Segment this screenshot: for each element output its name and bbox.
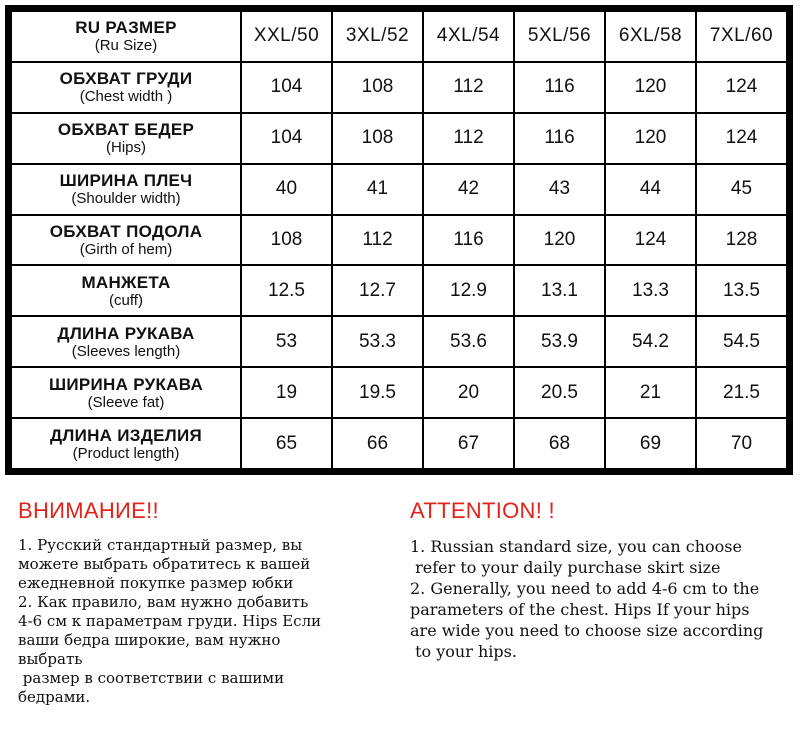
row-label-en: (Shoulder width) xyxy=(71,190,181,208)
table-cell: 116 xyxy=(515,63,604,112)
note-line: бедрами. xyxy=(18,688,91,706)
note-line: to your hips. xyxy=(410,642,517,661)
row-label-en: (Hips) xyxy=(106,139,146,157)
size-header-cell: 5XL/56 xyxy=(515,12,604,61)
table-cell: 44 xyxy=(606,165,695,214)
row-label-en: (cuff) xyxy=(109,291,143,309)
note-line: are wide you need to choose size according xyxy=(410,621,764,640)
table-cell: 112 xyxy=(333,216,422,265)
row-label-ru: ШИРИНА ПЛЕЧ xyxy=(59,171,193,191)
notes-ru-column xyxy=(18,498,358,707)
table-cell: 42 xyxy=(424,165,513,214)
table-row xyxy=(12,317,786,366)
note-line: 4-6 см к параметрам груди. Hips Если xyxy=(18,612,322,630)
table-cell: 12.5 xyxy=(242,266,331,315)
table-row xyxy=(12,63,786,112)
table-cell: 108 xyxy=(333,114,422,163)
table-cell: 43 xyxy=(515,165,604,214)
header-label-ru: RU РАЗМЕР xyxy=(75,18,177,38)
table-cell: 13.3 xyxy=(606,266,695,315)
row-label-en: (Girth of hem) xyxy=(79,240,173,258)
size-chart-frame xyxy=(5,5,793,475)
table-cell: 13.1 xyxy=(515,266,604,315)
row-label-cell xyxy=(12,317,240,366)
note-line: ежедневной покупке размер юбки xyxy=(18,574,294,592)
table-cell: 70 xyxy=(697,419,786,468)
table-cell: 120 xyxy=(606,63,695,112)
size-header-cell: 6XL/58 xyxy=(606,12,695,61)
row-label-en: (Sleeves length) xyxy=(71,342,181,360)
note-line: можете выбрать обратитесь к вашей xyxy=(18,555,311,573)
table-cell: 53.9 xyxy=(515,317,604,366)
table-cell: 116 xyxy=(515,114,604,163)
table-cell: 41 xyxy=(333,165,422,214)
row-label-ru: ОБХВАТ ПОДОЛА xyxy=(49,221,203,241)
table-cell: 68 xyxy=(515,419,604,468)
table-cell: 20.5 xyxy=(515,368,604,417)
table-cell: 104 xyxy=(242,114,331,163)
row-label-en: (Chest width ) xyxy=(79,88,173,106)
table-cell: 53.6 xyxy=(424,317,513,366)
row-label-cell xyxy=(12,63,240,112)
attention-title-ru: ВНИМАНИЕ!! xyxy=(18,498,159,523)
row-label-cell xyxy=(12,266,240,315)
row-label-en: (Sleeve fat) xyxy=(87,393,165,411)
row-label-en: (Product length) xyxy=(72,444,180,462)
notes-en-text xyxy=(410,536,790,662)
header-label-en: (Ru Size) xyxy=(94,37,158,55)
table-row xyxy=(12,368,786,417)
table-row xyxy=(12,165,786,214)
row-label-ru: ОБХВАТ БЕДЕР xyxy=(57,120,195,140)
table-cell: 124 xyxy=(697,63,786,112)
table-cell: 124 xyxy=(606,216,695,265)
table-cell: 120 xyxy=(606,114,695,163)
table-cell: 124 xyxy=(697,114,786,163)
table-cell: 128 xyxy=(697,216,786,265)
table-cell: 45 xyxy=(697,165,786,214)
notes-section xyxy=(0,498,800,730)
table-cell: 12.9 xyxy=(424,266,513,315)
table-cell: 19.5 xyxy=(333,368,422,417)
table-cell: 19 xyxy=(242,368,331,417)
note-line: 1. Russian standard size, you can choose xyxy=(410,537,742,556)
row-label-cell xyxy=(12,114,240,163)
table-cell: 67 xyxy=(424,419,513,468)
size-chart-table xyxy=(10,10,788,470)
table-row xyxy=(12,216,786,265)
row-label-ru: ДЛИНА ИЗДЕЛИЯ xyxy=(49,425,203,445)
table-cell: 21.5 xyxy=(697,368,786,417)
table-cell: 13.5 xyxy=(697,266,786,315)
size-header-cell: 4XL/54 xyxy=(424,12,513,61)
table-header-row xyxy=(12,12,786,61)
notes-en-column xyxy=(410,498,790,662)
table-cell: 108 xyxy=(333,63,422,112)
notes-ru-text xyxy=(18,536,358,707)
table-row xyxy=(12,114,786,163)
note-line: 2. Как правило, вам нужно добавить xyxy=(18,593,309,611)
table-cell: 112 xyxy=(424,114,513,163)
table-cell: 104 xyxy=(242,63,331,112)
table-cell: 40 xyxy=(242,165,331,214)
table-cell: 21 xyxy=(606,368,695,417)
size-header-cell: 3XL/52 xyxy=(333,12,422,61)
table-cell: 69 xyxy=(606,419,695,468)
note-line: ваши бедра широкие, вам нужно xyxy=(18,631,281,649)
table-cell: 54.5 xyxy=(697,317,786,366)
note-line: 2. Generally, you need to add 4-6 cm to the xyxy=(410,579,760,598)
header-label-cell xyxy=(12,12,240,61)
table-cell: 65 xyxy=(242,419,331,468)
row-label-ru: МАНЖЕТА xyxy=(81,272,171,292)
table-cell: 20 xyxy=(424,368,513,417)
row-label-ru: ОБХВАТ ГРУДИ xyxy=(59,69,193,89)
note-line: parameters of the chest. Hips If your hips xyxy=(410,600,750,619)
table-cell: 12.7 xyxy=(333,266,422,315)
row-label-cell xyxy=(12,216,240,265)
attention-title-en: ATTENTION! ! xyxy=(410,498,555,523)
table-cell: 116 xyxy=(424,216,513,265)
size-header-cell: 7XL/60 xyxy=(697,12,786,61)
row-label-cell xyxy=(12,165,240,214)
size-header-cell: XXL/50 xyxy=(242,12,331,61)
table-cell: 108 xyxy=(242,216,331,265)
table-row xyxy=(12,419,786,468)
note-line: размер в соответствии с вашими xyxy=(18,669,285,687)
row-label-cell xyxy=(12,368,240,417)
table-cell: 54.2 xyxy=(606,317,695,366)
row-label-cell xyxy=(12,419,240,468)
table-cell: 120 xyxy=(515,216,604,265)
note-line: refer to your daily purchase skirt size xyxy=(410,558,721,577)
table-cell: 53 xyxy=(242,317,331,366)
note-line: 1. Русский стандартный размер, вы xyxy=(18,536,303,554)
row-label-ru: ШИРИНА РУКАВА xyxy=(48,374,204,394)
table-cell: 66 xyxy=(333,419,422,468)
note-line: выбрать xyxy=(18,650,83,668)
table-cell: 112 xyxy=(424,63,513,112)
row-label-ru: ДЛИНА РУКАВА xyxy=(57,323,195,343)
table-row xyxy=(12,266,786,315)
table-cell: 53.3 xyxy=(333,317,422,366)
